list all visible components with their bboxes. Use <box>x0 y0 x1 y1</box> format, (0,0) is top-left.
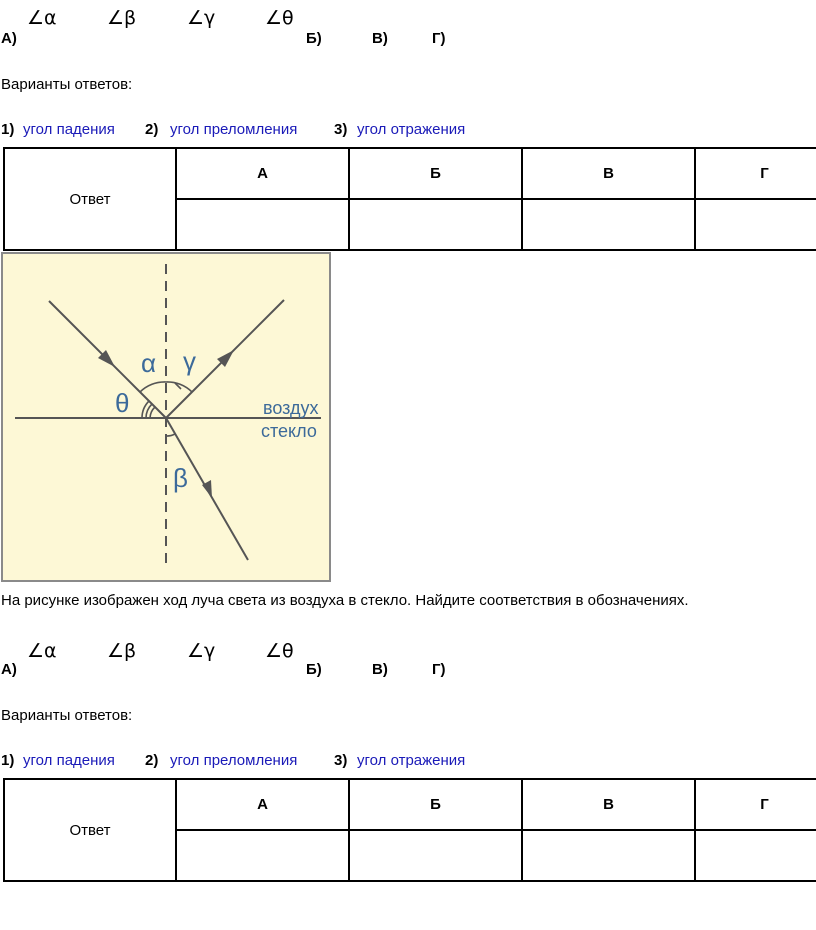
answer-row-label: Ответ <box>4 148 176 250</box>
column-header-b: Б <box>349 148 522 199</box>
angle-theta-symbol: ∠θ <box>265 640 294 662</box>
column-header-g: Г <box>695 779 816 830</box>
alpha-label: α <box>141 348 157 378</box>
angle-beta-symbol: ∠β <box>107 7 137 29</box>
angle-theta-symbol: ∠θ <box>265 7 294 29</box>
answer-cell-g[interactable] <box>695 830 816 881</box>
letter-v: В) <box>372 661 388 678</box>
column-header-v: В <box>522 148 695 199</box>
option-text: угол преломления <box>170 121 298 138</box>
column-header-b: Б <box>349 779 522 830</box>
angle-alpha-symbol: ∠α <box>27 7 57 29</box>
answer-cell-b[interactable] <box>349 830 522 881</box>
alpha-arc <box>140 382 166 392</box>
column-header-g: Г <box>695 148 816 199</box>
letter-a: А) <box>1 661 17 678</box>
option-number: 3) <box>334 752 348 769</box>
letter-a: А) <box>1 30 17 47</box>
letter-g: Г) <box>432 661 446 678</box>
answer-cell-v[interactable] <box>522 199 695 250</box>
option-text: угол падения <box>23 121 115 138</box>
letter-b: Б) <box>306 30 322 47</box>
beta-arc <box>166 434 175 436</box>
column-header-a: А <box>176 148 349 199</box>
answer-cell-v[interactable] <box>522 830 695 881</box>
angle-gamma-symbol: ∠γ <box>187 7 216 29</box>
option-number: 3) <box>334 121 348 138</box>
answer-cell-a[interactable] <box>176 830 349 881</box>
letter-g: Г) <box>432 30 446 47</box>
theta-arc-3 <box>150 407 155 418</box>
angle-alpha-symbol: ∠α <box>27 640 57 662</box>
refraction-diagram <box>3 254 329 580</box>
answer-table <box>3 147 816 251</box>
answer-cell-b[interactable] <box>349 199 522 250</box>
angle-gamma-symbol: ∠γ <box>187 640 216 662</box>
letter-b: Б) <box>306 661 322 678</box>
angle-beta-symbol: ∠β <box>107 640 137 662</box>
answer-table <box>3 778 816 882</box>
answer-row-label: Ответ <box>4 779 176 881</box>
answer-cell-g[interactable] <box>695 199 816 250</box>
beta-label: β <box>173 463 188 493</box>
question-text: На рисунке изображен ход луча света из воздуха в стекло. Найдите соответствия в обозначениях. <box>1 592 689 609</box>
glass-label: стекло <box>261 421 317 441</box>
column-header-v: В <box>522 779 695 830</box>
air-label: воздух <box>263 398 319 418</box>
column-header-a: А <box>176 779 349 830</box>
answer-cell-a[interactable] <box>176 199 349 250</box>
option-number: 1) <box>1 121 15 138</box>
option-number: 2) <box>145 752 159 769</box>
refraction-figure <box>1 252 331 582</box>
gamma-label: γ <box>183 346 196 376</box>
variants-title: Варианты ответов: <box>1 707 133 724</box>
option-text: угол отражения <box>357 752 466 769</box>
theta-label: θ <box>115 388 130 418</box>
option-number: 2) <box>145 121 159 138</box>
variants-title: Варианты ответов: <box>1 76 133 93</box>
option-text: угол отражения <box>357 121 466 138</box>
letter-v: В) <box>372 30 388 47</box>
option-text: угол падения <box>23 752 115 769</box>
option-number: 1) <box>1 752 15 769</box>
option-text: угол преломления <box>170 752 298 769</box>
